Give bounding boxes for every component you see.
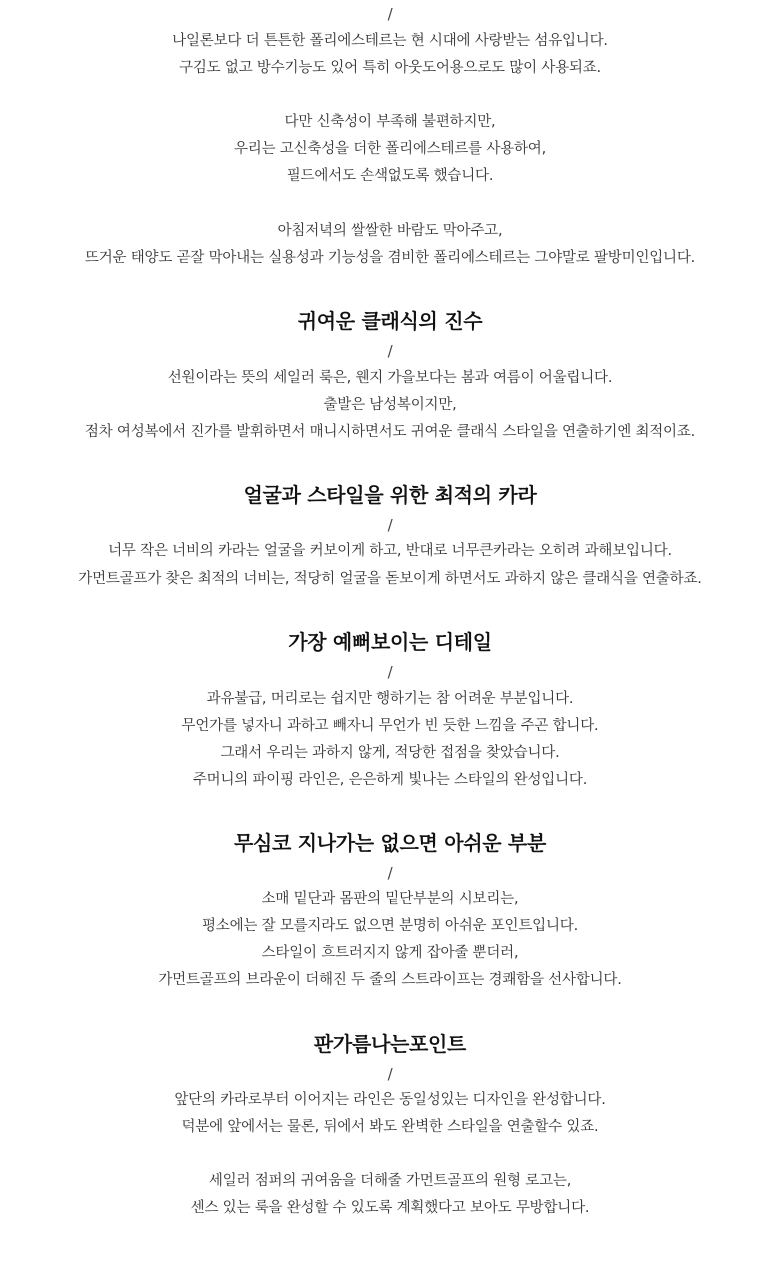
intro-p1-line-2: 구김도 없고 방수기능도 있어 특히 아웃도어용으로도 많이 사용되죠. <box>179 60 601 76</box>
intro-p3-line-1: 아침저녁의 쌀쌀한 바람도 막아주고, <box>277 223 503 239</box>
section-3-line-3: 그래서 우리는 과하지 않게, 적당한 접점을 찾았습니다. <box>220 745 560 761</box>
section-3-slash: / <box>387 663 393 681</box>
section-1-line-2: 출발은 남성복이지만, <box>323 397 457 413</box>
section-4-line-3: 스타일이 흐트러지지 않게 잡아줄 뿐더러, <box>261 945 519 961</box>
intro-p2-line-3: 필드에서도 손색없도록 했습니다. <box>286 168 494 184</box>
section-2-line-1: 너무 작은 너비의 카라는 얼굴을 커보이게 하고, 반대로 너무큰카라는 오히려 과해보입니다. <box>108 543 672 559</box>
section-3-title: 가장 예뻐보이는 디테일 <box>288 630 492 654</box>
section-4-line-4: 가먼트골프의 브라운이 더해진 두 줄의 스트라이프는 경쾌함을 선사합니다. <box>158 972 622 988</box>
section-4-slash: / <box>387 864 393 882</box>
intro-p3-line-2: 뜨거운 태양도 곧잘 막아내는 실용성과 기능성을 겸비한 폴리에스테르는 그야말로 팔방미인입니다. <box>84 250 696 266</box>
intro-p2-line-1: 다만 신축성이 부족해 불편하지만, <box>284 114 496 130</box>
section-3-line-2: 무언가를 넣자니 과하고 빼자니 무언가 빈 듯한 느낌을 주곤 합니다. <box>181 718 599 734</box>
intro-slash: / <box>387 5 393 23</box>
section-4-title: 무심코 지나가는 없으면 아쉬운 부분 <box>234 831 546 855</box>
section-5-slash: / <box>387 1065 393 1083</box>
section-5-line-3: 세일러 점퍼의 귀여움을 더해줄 가먼트골프의 원형 로고는, <box>208 1173 572 1189</box>
intro-p1-line-1: 나일론보다 더 튼튼한 폴리에스테르는 현 시대에 사랑받는 섬유입니다. <box>172 33 608 49</box>
section-1-slash: / <box>387 342 393 360</box>
section-1-line-3: 점차 여성복에서 진가를 발휘하면서 매니시하면서도 귀여운 클래식 스타일을 연출하기엔 최적이죠. <box>84 424 696 440</box>
section-2-line-2: 가먼트골프가 찾은 최적의 너비는, 적당히 얼굴을 돋보이게 하면서도 과하지 않은 클래식을 연출하죠. <box>78 571 702 587</box>
section-2-slash: / <box>387 516 393 534</box>
section-3-line-1: 과유불급, 머리로는 쉽지만 행하기는 참 어려운 부분입니다. <box>206 691 574 707</box>
section-1-title: 귀여운 클래식의 진수 <box>297 309 483 333</box>
intro-p2-line-2: 우리는 고신축성을 더한 폴리에스테르를 사용하여, <box>234 141 546 157</box>
section-5-line-1: 앞단의 카라로부터 이어지는 라인은 동일성있는 디자인을 완성합니다. <box>174 1092 606 1108</box>
section-4-line-2: 평소에는 잘 모를지라도 없으면 분명히 아쉬운 포인트입니다. <box>201 918 579 934</box>
section-2-title: 얼굴과 스타일을 위한 최적의 카라 <box>243 483 537 507</box>
section-1-line-1: 선원이라는 뜻의 세일러 룩은, 웬지 가을보다는 봄과 여름이 어울립니다. <box>167 370 613 386</box>
section-5-title: 판가름나는포인트 <box>313 1032 467 1056</box>
section-5-line-2: 덕분에 앞에서는 물론, 뒤에서 봐도 완벽한 스타일을 연출할수 있죠. <box>181 1119 599 1135</box>
section-3-line-4: 주머니의 파이핑 라인은, 은은하게 빛나는 스타일의 완성입니다. <box>192 772 588 788</box>
section-5-line-4: 센스 있는 룩을 완성할 수 있도록 계획했다고 보아도 무방합니다. <box>190 1200 590 1216</box>
section-4-line-1: 소매 밑단과 몸판의 밑단부분의 시보리는, <box>261 891 519 907</box>
